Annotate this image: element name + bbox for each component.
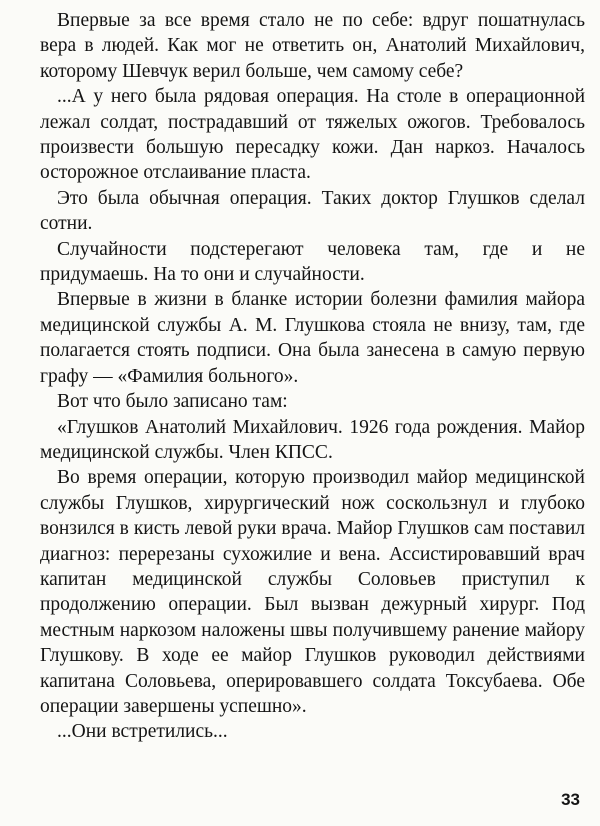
- page-number: 33: [561, 790, 580, 809]
- paragraph-6: Вот что было записано там:: [57, 391, 288, 413]
- paragraph-2: ...А у него была рядовая операция. На столе в операционной лежал солдат, пострадавший от тяжелых ожогов. Требовалось произвести большую пересадку кожи. Дан наркоз. Началось осторожное отслаивание пласта.: [40, 86, 585, 184]
- body-text: [40, 8, 585, 745]
- paragraph-4: Случайности подстерегают человека там, где и не придумаешь. На то они и случайности.: [40, 238, 585, 286]
- paragraph-3: Это была обычная операция. Таких доктор Глушков сделал сотни.: [40, 187, 585, 235]
- paragraph-9: ...Они встретились...: [57, 721, 228, 743]
- paragraph-8: Во время операции, которую производил майор медицинской службы Глушков, хирургический нож соскользнул и глубоко вонзился в кисть левой руки врача. Майор Глушков сам поставил диагноз: перерезаны сухожилие и вена. Ассистировавший врач капитан медицинской службы Соловьев приступил к продолжению операции. Был вызван дежурный хирург. Под местным наркозом наложены швы получившему ранение майору Глушкову. В ходе ее майор Глушков руководил действиями капитана Соловьева, оперировавшего солдата Токсубаева. Обе операции завершены успешно».: [40, 467, 585, 717]
- paragraph-7: «Глушков Анатолий Михайлович. 1926 года рождения. Майор медицинской службы. Член КПСС.: [40, 416, 585, 463]
- paragraph-1: Впервые за все время стало не по себе: вдруг пошатнулась вера в людей. Как мог не ответить он, Анатолий Михайлович, которому Шевчук верил больше, чем самому себе?: [40, 10, 585, 82]
- paragraph-5: Впервые в жизни в бланке истории болезни фамилия майора медицинской службы А. М. Глушкова стояла не внизу, там, где полагается стоять подписи. Она была занесена в самую первую графу — «Фамилия больного».: [40, 289, 585, 387]
